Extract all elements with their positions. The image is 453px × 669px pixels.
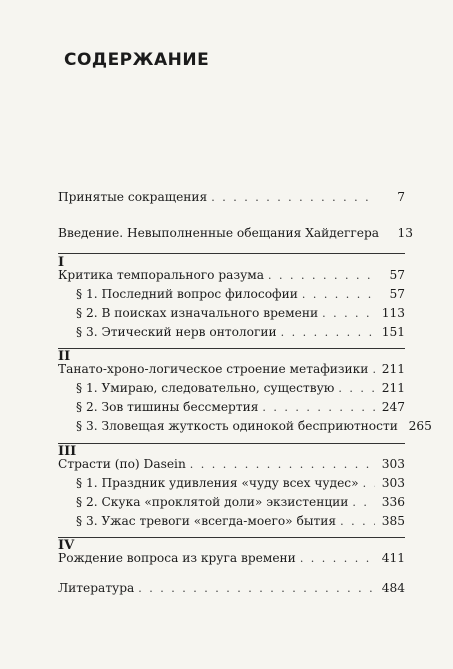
toc-entry-text: Принятые сокращения	[58, 190, 208, 204]
toc-entry-text: § 3. Этический нерв онтологии	[76, 325, 277, 339]
part-numeral: II	[58, 349, 71, 364]
toc-entry-text: § 1. Праздник удивления «чуду всех чудес»	[76, 476, 359, 490]
toc-page-number: 303	[381, 457, 405, 471]
dot-leader	[340, 515, 375, 528]
toc-page-number: 265	[408, 419, 432, 433]
page-title: СОДЕРЖАНИЕ	[64, 50, 210, 70]
toc-page-number: 57	[389, 268, 405, 282]
dot-leader	[352, 496, 375, 509]
toc-entry-text: § 1. Последний вопрос философии	[76, 287, 298, 301]
dot-leader	[211, 191, 375, 204]
toc-page-number: 336	[381, 495, 405, 509]
dot-leader	[138, 582, 375, 595]
toc-page-number: 57	[389, 287, 405, 301]
part-divider	[58, 253, 405, 254]
dot-leader	[262, 401, 375, 414]
toc-page-number: 7	[397, 190, 405, 204]
part-divider	[58, 443, 405, 444]
toc-entry-text: Литература	[58, 581, 135, 595]
toc-entry-literature[interactable]	[58, 581, 405, 599]
dot-leader	[302, 288, 375, 301]
dot-leader	[268, 269, 375, 282]
toc-section[interactable]	[76, 419, 432, 437]
toc-section[interactable]	[76, 381, 405, 399]
toc-chapter[interactable]	[58, 457, 405, 475]
part-numeral: I	[58, 255, 65, 270]
toc-chapter[interactable]	[58, 362, 405, 380]
toc-entry-text: Танато-хроно-логическое строение метафизики	[58, 362, 369, 376]
toc-entry-text: § 3. Зловещая жуткость одинокой бесприютности	[76, 419, 398, 433]
toc-page-number: 247	[381, 400, 405, 414]
toc-section[interactable]	[76, 287, 405, 305]
toc-entry-text: Критика темпорального разума	[58, 268, 265, 282]
dot-leader	[372, 363, 375, 376]
part-numeral: III	[58, 444, 77, 459]
dot-leader	[300, 552, 375, 565]
part-numeral: IV	[58, 538, 75, 553]
toc-page-number: 211	[381, 362, 405, 376]
dot-leader	[190, 458, 375, 471]
toc-entry-text: Страсти (по) Dasein	[58, 457, 186, 471]
toc-entry-text: § 3. Ужас тревоги «всегда-моего» бытия	[76, 514, 337, 528]
toc-entry-text: § 2. В поисках изначального времени	[76, 306, 319, 320]
toc-section[interactable]	[76, 325, 405, 343]
toc-page-number: 484	[381, 581, 405, 595]
toc-section[interactable]	[76, 306, 405, 324]
toc-section[interactable]	[76, 495, 405, 513]
toc-page-number: 385	[381, 514, 405, 528]
toc-chapter[interactable]	[58, 551, 405, 569]
toc-section[interactable]	[76, 476, 405, 494]
toc-entry-introduction[interactable]	[58, 226, 414, 244]
toc-entry-text: Рождение вопроса из круга времени	[58, 551, 296, 565]
toc-page-number: 411	[381, 551, 405, 565]
toc-chapter[interactable]	[58, 268, 405, 286]
dot-leader	[338, 382, 375, 395]
toc-entry-text: § 2. Скука «проклятой доли» экзистенции	[76, 495, 349, 509]
dot-leader	[322, 307, 375, 320]
toc-page-number: 151	[381, 325, 405, 339]
part-divider	[58, 348, 405, 349]
toc-page-number: 303	[381, 476, 405, 490]
toc-entry-abbreviations[interactable]	[58, 190, 405, 208]
toc-section[interactable]	[76, 400, 405, 418]
toc-page-number: 113	[381, 306, 405, 320]
toc-section[interactable]	[76, 514, 405, 532]
toc-entry-text: § 1. Умираю, следовательно, существую	[76, 381, 335, 395]
dot-leader	[281, 326, 375, 339]
toc-page-number: 13	[397, 226, 414, 240]
toc-entry-text: Введение. Невыполненные обещания Хайдеггера	[58, 226, 380, 240]
toc-entry-text: § 2. Зов тишины бессмертия	[76, 400, 259, 414]
toc-page-number: 211	[381, 381, 405, 395]
dot-leader	[363, 477, 375, 490]
part-divider	[58, 537, 405, 538]
